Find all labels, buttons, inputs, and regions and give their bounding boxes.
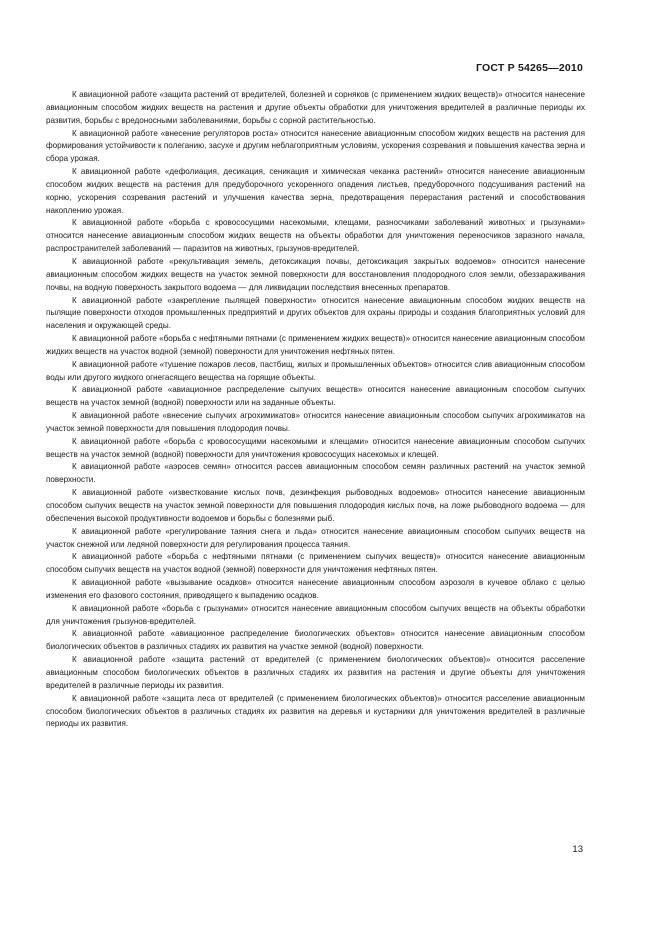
paragraph: К авиационной работе «внесение регуляторов роста» относится нанесение авиационным способом жидких веществ на растения для формирования устойчивости к полеганию, засухе и другим неблагоприятным условиям, ускорения созревания и повышения качества зерна и сбора урожая. — [46, 128, 585, 164]
paragraph: К авиационной работе «рекультивация земель, детоксикация почвы, детоксикация закрытых водоемов» относится нанесение авиационным способом жидких веществ на участок земной поверхности для восстановления плодородного слоя земли, обеззараживания почвы, на водную поверхность закрытого водоема — для ликвидации последствия внесенных препаратов. — [46, 256, 585, 292]
paragraph: К авиационной работе «известкование кислых почв, дезинфекция рыбоводных водоемов» относится нанесение авиационным способом сыпучих веществ на участок земной поверхности для повышения плодородия кислых почв, на ложе рыбоводного водоема — для обеспечения высокой продуктивности водоемов и борьбы с болезнями рыб. — [46, 488, 585, 523]
document-id-header: ГОСТ Р 54265—2010 — [475, 62, 583, 74]
paragraph: К авиационной работе «борьба с кровососущими насекомыми, клещами, разносчиками заболеваний животных и грызунами» относится нанесение авиационным способом жидких веществ на объекты обработки для уничтожения переносчиков заразного начала, распространителей заболеваний — паразитов на животных, грызунов-вредителей. — [46, 218, 585, 254]
paragraph: К авиационной работе «борьба с нефтяными пятнами (с применением сыпучих веществ)» относится нанесение авиационным способом сыпучих веществ на участок водной (земной) поверхности для уничтожения нефтяных пятен. — [46, 552, 585, 575]
paragraph: К авиационной работе «дефолиация, десикация, сеникация и химическая чеканка растений» относится нанесение авиационным способом жидких веществ на растения для предуборочного ускоренного опадения листьев, предуборочного подсушивания растений на корню, ускорения созревания растений и улучшения качества зерна, предотвращения перерастания растений и способствования накоплению урожая. — [46, 167, 585, 215]
paragraph: К авиационной работе «внесение сыпучих агрохимикатов» относится нанесение авиационным способом сыпучих агрохимикатов на участок земной поверхности для повышения плодородия почвы. — [46, 411, 585, 433]
paragraph: К авиационной работе «аэросев семян» относится рассев авиационным способом семян различных растений на участок земной поверхности. — [46, 462, 585, 485]
paragraph: К авиационной работе «вызывание осадков» относится нанесение авиационным способом аэрозоля в кучевое облако с целью изменения его фазового состояния, приводящего к выпадению осадков. — [46, 578, 585, 600]
paragraph: К авиационной работе «борьба с грызунами» относится нанесение авиационным способом сыпучих веществ на объекты обработки для уничтожения грызунов-вредителей. — [46, 603, 585, 626]
paragraph: К авиационной работе «защита растений от вредителей, болезней и сорняков (с применением жидких веществ)» относится нанесение авиационным способом жидких веществ на растения и другие объекты обработки для уничтожения вредителей в различные периоды их развития, борьбы с вредоносными заболеваниями, борьбы с сорной растительностью. — [46, 90, 585, 125]
paragraph: К авиационной работе «защита леса от вредителей (с применением биологических объектов)» относится расселение авиационным способом биологических объектов в различных стадиях их развития на деревья и кустарники для уничтожения вредителей в различные периоды их развития. — [46, 693, 585, 729]
paragraph: К авиационной работе «авиационное распределение сыпучих веществ» относится нанесение авиационным способом сыпучих веществ на участок земной (водной) поверхности или на заданные объекты. — [46, 385, 585, 408]
paragraph: К авиационной работе «авиационное распределение биологических объектов» относится нанесение авиационным способом биологических объектов в различных стадиях их развития на участке земной (водной) поверхности. — [46, 629, 585, 652]
paragraph: К авиационной работе «борьба с кровососущими насекомыми и клещами» относится нанесение авиационным способом сыпучих веществ на участок земной (водной) поверхности для уничтожения кровососущих насекомых и клещей. — [46, 436, 585, 459]
paragraph: К авиационной работе «закрепление пылящей поверхности» относится нанесение авиационным способом жидких веществ на пылящие поверхности отходов промышленных предприятий и других объектов для охраны природы и создания благоприятных условий для населения и окружающей среды. — [46, 295, 585, 331]
paragraph: К авиационной работе «тушение пожаров лесов, пастбищ, жилых и промышленных объектов» относится слив авиационным способом воды или другого жидкого огнегасящего вещества на горящие объекты. — [46, 359, 585, 382]
page-number: 13 — [572, 844, 583, 855]
paragraph: К авиационной работе «защита растений от вредителей (с применением биологических объектов)» относится расселение авиационным способом биологических объектов в различных стадиях их развития на растения и другие объекты для уничтожения вредителей в различные периоды их развития. — [46, 655, 585, 690]
paragraph: К авиационной работе «регулирование таяния снега и льда» относится нанесение авиационным способом сыпучих веществ на участок снежной или ледяной поверхности для регулирования процесса таяния. — [46, 526, 585, 549]
document-body — [46, 89, 585, 731]
paragraph: К авиационной работе «борьба с нефтяными пятнами (с применением жидких веществ)» относится нанесение авиационным способом жидких веществ на участок водной (земной) поверхности для уничтожения нефтяных пятен. — [46, 334, 585, 356]
